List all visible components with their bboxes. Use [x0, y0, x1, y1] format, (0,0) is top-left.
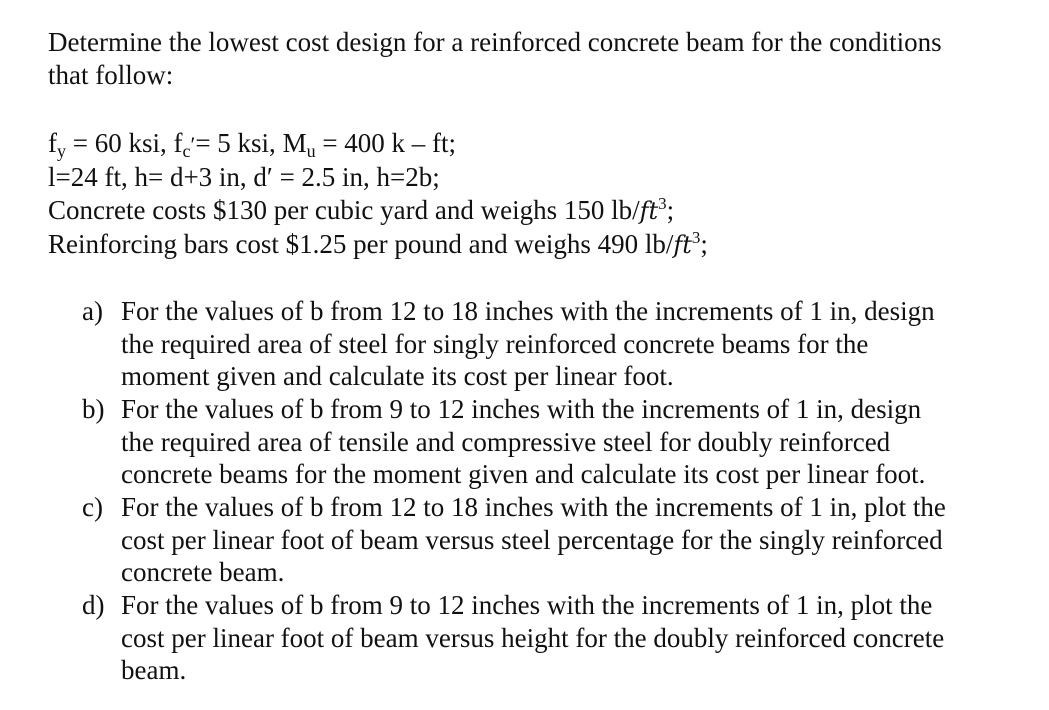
- text-line: cost per linear foot of beam versus steel percentage for the singly reinforced: [121, 524, 943, 555]
- fc-value: = 5 ksi,: [195, 128, 283, 158]
- text-line: For the values of b from 12 to 18 inches with the increments of 1 in, design: [121, 296, 935, 326]
- text-line: moment given and calculate its cost per linear foot.: [121, 361, 674, 391]
- list-marker: c): [82, 492, 103, 522]
- text-line: beam.: [121, 655, 187, 685]
- intro-line-2: that follow:: [48, 60, 174, 90]
- given-rebar-cost: [48, 228, 708, 261]
- fy-subscript: y: [57, 141, 66, 161]
- list-item-text: [121, 491, 1011, 589]
- concrete-unit-exponent: 3: [658, 194, 667, 213]
- concrete-cost-text: Concrete costs $130 per cubic yard and weighs 150 lb/: [48, 195, 640, 225]
- rebar-cost-text: Reinforcing bars cost $1.25 per pound and weighs 490 lb/: [48, 229, 674, 259]
- fy-symbol: f: [48, 128, 57, 158]
- list-item-text: [121, 393, 1011, 491]
- given-geometry: l=24 ft, h= d+3 in, d′ = 2.5 in, h=2b;: [48, 162, 440, 192]
- list-marker: a): [82, 296, 103, 326]
- rebar-unit-exponent: 3: [691, 228, 701, 247]
- mu-value: = 400 k – ft;: [315, 128, 457, 158]
- concrete-line-end: ;: [666, 195, 675, 225]
- text-line: concrete beam.: [121, 557, 285, 587]
- mu-subscript: u: [306, 141, 316, 161]
- text-line: cost per linear foot of beam versus height for the doubly reinforced concrete: [121, 622, 945, 653]
- fy-value: = 60 ksi,: [66, 128, 174, 158]
- text-line: For the values of b from 9 to 12 inches with the increments of 1 in, plot the: [121, 590, 933, 620]
- fc-symbol: f: [173, 128, 183, 158]
- text-line: the required area of tensile and compressive steel for doubly reinforced: [121, 426, 891, 457]
- rebar-line-end: ;: [700, 229, 708, 259]
- text-line: concrete beams for the moment given and calculate its cost per linear foot.: [121, 459, 926, 489]
- list-marker: b): [82, 394, 105, 424]
- intro-line-1: Determine the lowest cost design for a reinforced concrete beam for the conditions: [48, 27, 942, 57]
- list-item-text: [121, 589, 1011, 687]
- list-item-text: [121, 295, 1011, 393]
- text-line: For the values of b from 12 to 18 inches with the increments of 1 in, plot the: [121, 492, 946, 522]
- given-concrete-cost: [48, 194, 674, 227]
- fc-subscript: c: [182, 141, 191, 161]
- mu-symbol: M: [282, 128, 307, 158]
- rebar-unit-ft: ft: [673, 231, 692, 259]
- text-line: For the values of b from 9 to 12 inches with the increments of 1 in, design: [121, 394, 922, 424]
- list-marker: d): [82, 590, 105, 620]
- given-material-properties: [48, 127, 456, 161]
- fc-prime: ′: [190, 132, 196, 157]
- concrete-unit-ft: ft: [639, 197, 659, 225]
- text-line: the required area of steel for singly reinforced concrete beams for the: [121, 328, 869, 359]
